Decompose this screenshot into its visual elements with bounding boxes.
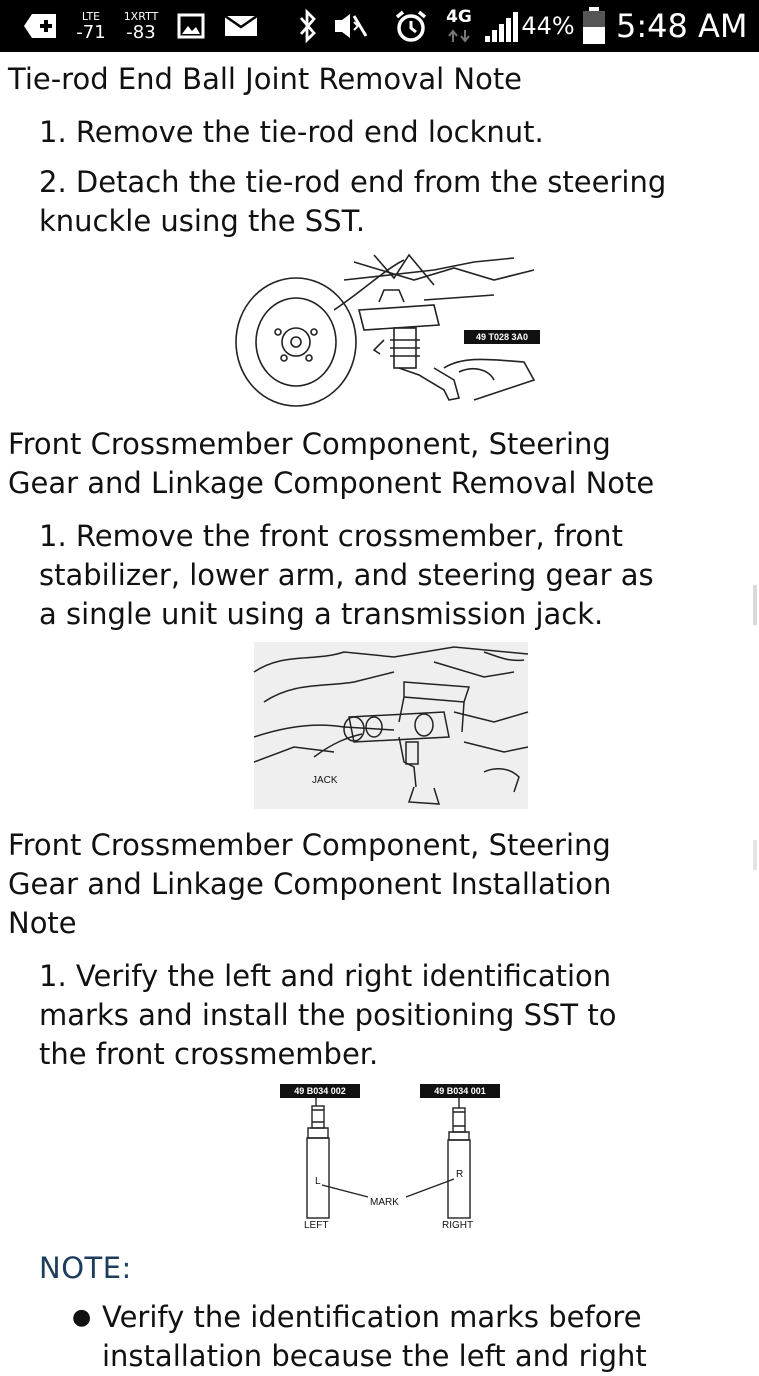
step-verify-marks-line1: 1. Verify the left and right identification	[39, 959, 612, 993]
lte-signal-readout	[76, 6, 106, 46]
left-caption: LEFT	[304, 1220, 329, 1231]
step-remove-crossmember-line2: stabilizer, lower arm, and steering gear as	[39, 558, 654, 592]
step-remove-locknut: 1. Remove the tie-rod end locknut.	[39, 115, 544, 149]
step-detach-tie-rod-line2: knuckle using the SST.	[39, 204, 366, 238]
mute-icon	[332, 10, 368, 42]
rtt-signal-readout	[124, 6, 158, 46]
battery-icon	[581, 6, 607, 46]
left-identification-letter: L	[315, 1176, 321, 1187]
transmission-jack-figure	[254, 642, 528, 809]
clock: 5:48 AM	[616, 7, 748, 45]
left-sst-part-number: 49 B034 002	[294, 1086, 346, 1096]
scrollbar-thumb[interactable]	[753, 585, 757, 625]
note-bullet-continuation: installation because the left and right	[102, 1339, 647, 1373]
section-title-tie-rod: Tie-rod End Ball Joint Removal Note	[8, 62, 523, 96]
right-sst-part-number: 49 B034 001	[434, 1086, 486, 1096]
mail-icon	[224, 14, 258, 38]
step-verify-marks-line2: marks and install the positioning SST to	[39, 998, 617, 1032]
bluetooth-icon	[296, 8, 320, 44]
jack-label: JACK	[312, 775, 338, 786]
image-icon	[177, 12, 205, 40]
network-4g-icon	[438, 6, 480, 46]
step-remove-crossmember-line3: a single unit using a transmission jack.	[39, 597, 604, 631]
section-title-removal-line2: Gear and Linkage Component Removal Note	[8, 466, 655, 500]
section-title-installation-line1: Front Crossmember Component, Steering	[8, 828, 611, 862]
step-detach-tie-rod-line1: 2. Detach the tie-rod end from the steering	[39, 165, 667, 199]
step-verify-marks-line3: the front crossmember.	[39, 1037, 379, 1071]
mark-label: MARK	[370, 1197, 399, 1208]
status-bar	[0, 0, 759, 52]
signal-icon	[484, 10, 522, 44]
rtt-label: 1XRTT	[123, 9, 159, 23]
section-title-removal-line1: Front Crossmember Component, Steering	[8, 427, 611, 461]
scrollbar-track-fragment	[753, 840, 757, 870]
tie-rod-figure	[234, 250, 546, 408]
positioning-sst-figure	[278, 1082, 508, 1234]
lte-value: -71	[76, 21, 106, 43]
note-bullet-continuation-clip	[102, 1337, 722, 1373]
lte-label: LTE	[81, 9, 101, 23]
note-bullet-text: Verify the identification marks before	[102, 1300, 642, 1334]
add-icon	[22, 12, 58, 40]
bullet-dot: ●	[72, 1305, 92, 1330]
section-title-installation-line2: Gear and Linkage Component Installation	[8, 867, 612, 901]
sst-part-number-label: 49 T028 3A0	[475, 332, 529, 342]
rtt-value: -83	[126, 21, 156, 43]
battery-percent: 44%	[521, 12, 575, 40]
alarm-icon	[394, 8, 428, 44]
note-heading: NOTE:	[39, 1251, 132, 1285]
step-remove-crossmember-line1: 1. Remove the front crossmember, front	[39, 519, 623, 553]
network-type: 4G	[446, 7, 472, 27]
section-title-installation-line3: Note	[8, 906, 77, 940]
right-identification-letter: R	[456, 1169, 464, 1180]
right-caption: RIGHT	[442, 1220, 474, 1231]
